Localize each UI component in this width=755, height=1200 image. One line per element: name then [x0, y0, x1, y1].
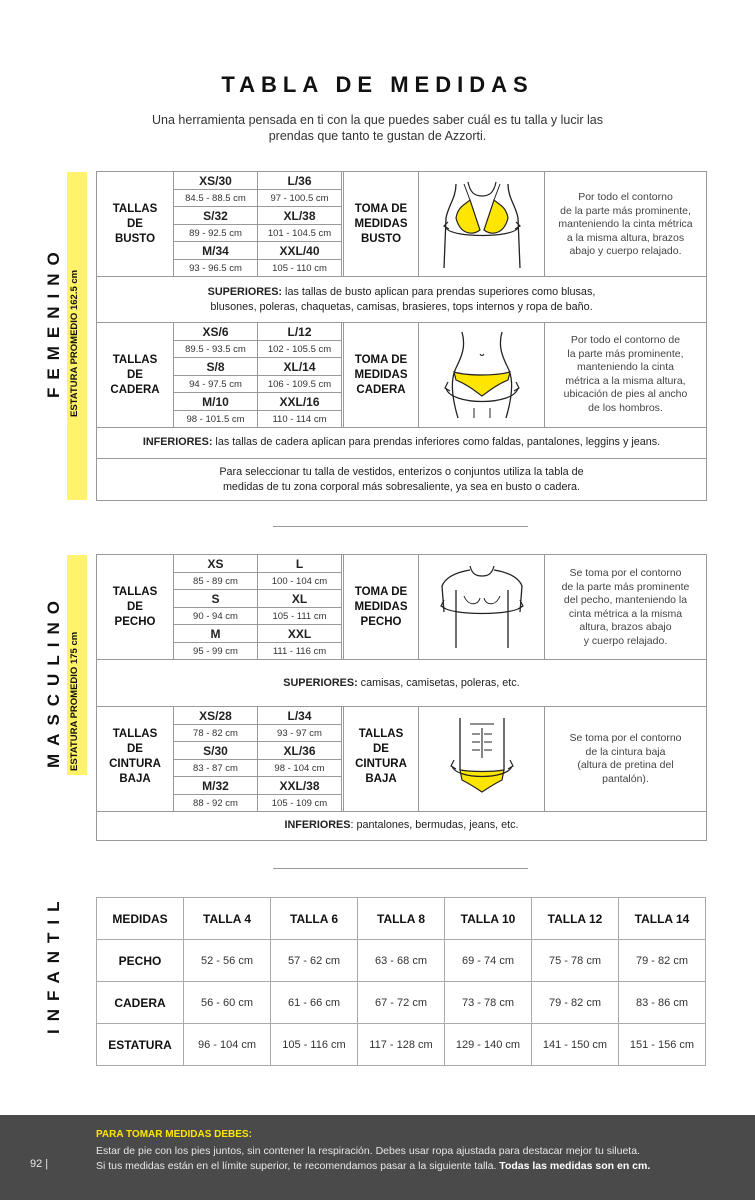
femenino-stature-bar [67, 172, 87, 500]
busto-note: SUPERIORES: las tallas de busto aplican para prendas superiores como blusas, blusones, poleras, chaquetas, camisas, brasieres, tops internos y ropa de baño. [207, 286, 596, 313]
table-cell: 75 - 78 cm [532, 940, 619, 982]
table-cell: 83 - 86 cm [619, 982, 706, 1024]
size-cell: S/8 [174, 358, 258, 376]
size-cell: M [174, 625, 258, 643]
pecho-toma-header: TOMA DE MEDIDAS PECHO [354, 586, 408, 628]
divider [273, 868, 528, 869]
table-cell: 57 - 62 cm [271, 940, 358, 982]
table-cell: 151 - 156 cm [619, 1024, 706, 1066]
pecho-note: SUPERIORES: camisas, camisetas, poleras, etc. [283, 677, 520, 689]
range-cell: 105 - 111 cm [258, 608, 342, 625]
size-cell: XXL/16 [258, 393, 342, 411]
cintura-description: Se toma por el contorno de la cintura baja (altura de pretina del pantalón). [569, 732, 682, 785]
waist-measure-icon [446, 714, 518, 806]
size-cell: M/32 [174, 777, 258, 795]
range-cell: 94 - 97.5 cm [174, 376, 258, 393]
size-cell: L/36 [258, 172, 342, 190]
infantil-table [96, 897, 706, 1066]
row-label: CADERA [97, 982, 184, 1024]
intro-text: Una herramienta pensada en ti con la que puedes saber cuál es tu talla y lucir las prendas que tanto te gustan de Azzorti. [152, 113, 603, 143]
range-cell: 110 - 114 cm [258, 411, 342, 428]
size-cell: XL/38 [258, 207, 342, 225]
row-label: ESTATURA [97, 1024, 184, 1066]
cintura-header: TALLAS DE CINTURA BAJA [109, 728, 161, 785]
bust-measure-icon [438, 178, 526, 270]
range-cell: 95 - 99 cm [174, 643, 258, 660]
table-row [97, 982, 706, 1024]
divider [273, 526, 528, 527]
cadera-size-table [173, 322, 342, 428]
pecho-size-table [173, 554, 342, 660]
footer-line-1: Estar de pie con los pies juntos, sin contener la respiración. Debes usar ropa ajustada para destacar mejor tu silueta. [96, 1145, 640, 1157]
masculino-label: MASCULINO [44, 593, 63, 768]
size-cell: XXL [258, 625, 342, 643]
range-cell: 84.5 - 88.5 cm [174, 190, 258, 207]
cintura-toma-header: TALLAS DE CINTURA BAJA [355, 728, 407, 785]
range-cell: 85 - 89 cm [174, 573, 258, 590]
range-cell: 101 - 104.5 cm [258, 225, 342, 242]
table-cell: 63 - 68 cm [358, 940, 445, 982]
hip-measure-icon [440, 328, 524, 422]
table-header-cell: TALLA 10 [445, 898, 532, 940]
cintura-size-table [173, 706, 342, 812]
busto-size-table [173, 171, 342, 277]
table-cell: 61 - 66 cm [271, 982, 358, 1024]
table-cell: 56 - 60 cm [184, 982, 271, 1024]
table-header-cell: TALLA 8 [358, 898, 445, 940]
range-cell: 111 - 116 cm [258, 643, 342, 660]
vestidos-note: Para seleccionar tu talla de vestidos, enterizos o conjuntos utiliza la tabla de medidas de tu zona corporal más sobresaliente, ya sea en busto o cadera. [219, 466, 584, 493]
table-header-cell: TALLA 14 [619, 898, 706, 940]
table-cell: 79 - 82 cm [532, 982, 619, 1024]
range-cell: 105 - 109 cm [258, 795, 342, 812]
size-cell: S [174, 590, 258, 608]
range-cell: 89 - 92.5 cm [174, 225, 258, 242]
size-cell: XS [174, 555, 258, 573]
cadera-toma-header: TOMA DE MEDIDAS CADERA [354, 354, 408, 396]
range-cell: 100 - 104 cm [258, 573, 342, 590]
range-cell: 98 - 104 cm [258, 760, 342, 777]
table-cell: 52 - 56 cm [184, 940, 271, 982]
table-cell: 141 - 150 cm [532, 1024, 619, 1066]
size-cell: L/12 [258, 323, 342, 341]
range-cell: 93 - 97 cm [258, 725, 342, 742]
chest-measure-icon [434, 562, 530, 654]
footer-title: PARA TOMAR MEDIDAS DEBES: [96, 1129, 252, 1140]
range-cell: 88 - 92 cm [174, 795, 258, 812]
cintura-note: INFERIORES: pantalones, bermudas, jeans, etc. [284, 819, 519, 831]
infantil-label: INFANTIL [44, 893, 63, 1034]
range-cell: 106 - 109.5 cm [258, 376, 342, 393]
size-cell: L/34 [258, 707, 342, 725]
row-label: PECHO [97, 940, 184, 982]
table-cell: 69 - 74 cm [445, 940, 532, 982]
size-cell: XL/36 [258, 742, 342, 760]
size-cell: M/34 [174, 242, 258, 260]
size-cell: XL [258, 590, 342, 608]
footer-line-2: Si tus medidas están en el límite superior, te recomendamos pasar a la siguiente talla. Todas las medidas son en cm. [96, 1160, 651, 1172]
table-header-cell: TALLA 4 [184, 898, 271, 940]
femenino-label: FEMENINO [44, 244, 63, 398]
size-cell: M/10 [174, 393, 258, 411]
cadera-note: INFERIORES: las tallas de cadera aplican para prendas inferiores como faldas, pantalones, leggins y jeans. [142, 436, 661, 448]
pecho-description: Se toma por el contorno de la parte más prominente del pecho, manteniendo la cinta métrica a la misma altura, brazos abajo y cuerpo relajado. [561, 567, 690, 647]
table-cell: 67 - 72 cm [358, 982, 445, 1024]
footer [0, 1115, 755, 1200]
size-cell: S/32 [174, 207, 258, 225]
size-cell: XS/30 [174, 172, 258, 190]
range-cell: 93 - 96.5 cm [174, 260, 258, 277]
table-header-cell: TALLA 6 [271, 898, 358, 940]
table-cell: 105 - 116 cm [271, 1024, 358, 1066]
table-row [97, 1024, 706, 1066]
page-title: TABLA DE MEDIDAS [221, 72, 534, 97]
pecho-header: TALLAS DE PECHO [112, 586, 158, 628]
table-cell: 73 - 78 cm [445, 982, 532, 1024]
table-header-cell: TALLA 12 [532, 898, 619, 940]
range-cell: 83 - 87 cm [174, 760, 258, 777]
masculino-stature: ESTATURA PROMEDIO 175 cm [69, 631, 80, 771]
cadera-description: Por todo el contorno de la parte más prominente, manteniendo la cinta métrica a la misma altura, ubicación de pies al ancho de los hombros. [563, 334, 688, 414]
range-cell: 102 - 105.5 cm [258, 341, 342, 358]
range-cell: 78 - 82 cm [174, 725, 258, 742]
masculino-stature-bar [67, 555, 87, 775]
range-cell: 90 - 94 cm [174, 608, 258, 625]
table-cell: 79 - 82 cm [619, 940, 706, 982]
size-cell: XS/28 [174, 707, 258, 725]
page-number: 92 | [30, 1158, 49, 1170]
table-cell: 129 - 140 cm [445, 1024, 532, 1066]
range-cell: 97 - 100.5 cm [258, 190, 342, 207]
size-cell: XS/6 [174, 323, 258, 341]
table-cell: 96 - 104 cm [184, 1024, 271, 1066]
size-cell: XXL/38 [258, 777, 342, 795]
busto-toma-header: TOMA DE MEDIDAS BUSTO [354, 203, 408, 245]
size-cell: S/30 [174, 742, 258, 760]
busto-description: Por todo el contorno de la parte más prominente, manteniendo la cinta métrica a la misma altura, brazos abajo y cuerpo relajado. [558, 191, 693, 257]
table-cell: 117 - 128 cm [358, 1024, 445, 1066]
range-cell: 98 - 101.5 cm [174, 411, 258, 428]
size-cell: XXL/40 [258, 242, 342, 260]
table-row [97, 940, 706, 982]
cadera-header: TALLAS DE CADERA [110, 354, 160, 396]
femenino-stature: ESTATURA PROMEDIO 162.5 cm [69, 269, 80, 417]
table-header-cell: MEDIDAS [97, 898, 184, 940]
range-cell: 89.5 - 93.5 cm [174, 341, 258, 358]
busto-header: TALLAS DE BUSTO [112, 203, 158, 245]
size-cell: XL/14 [258, 358, 342, 376]
size-cell: L [258, 555, 342, 573]
range-cell: 105 - 110 cm [258, 260, 342, 277]
